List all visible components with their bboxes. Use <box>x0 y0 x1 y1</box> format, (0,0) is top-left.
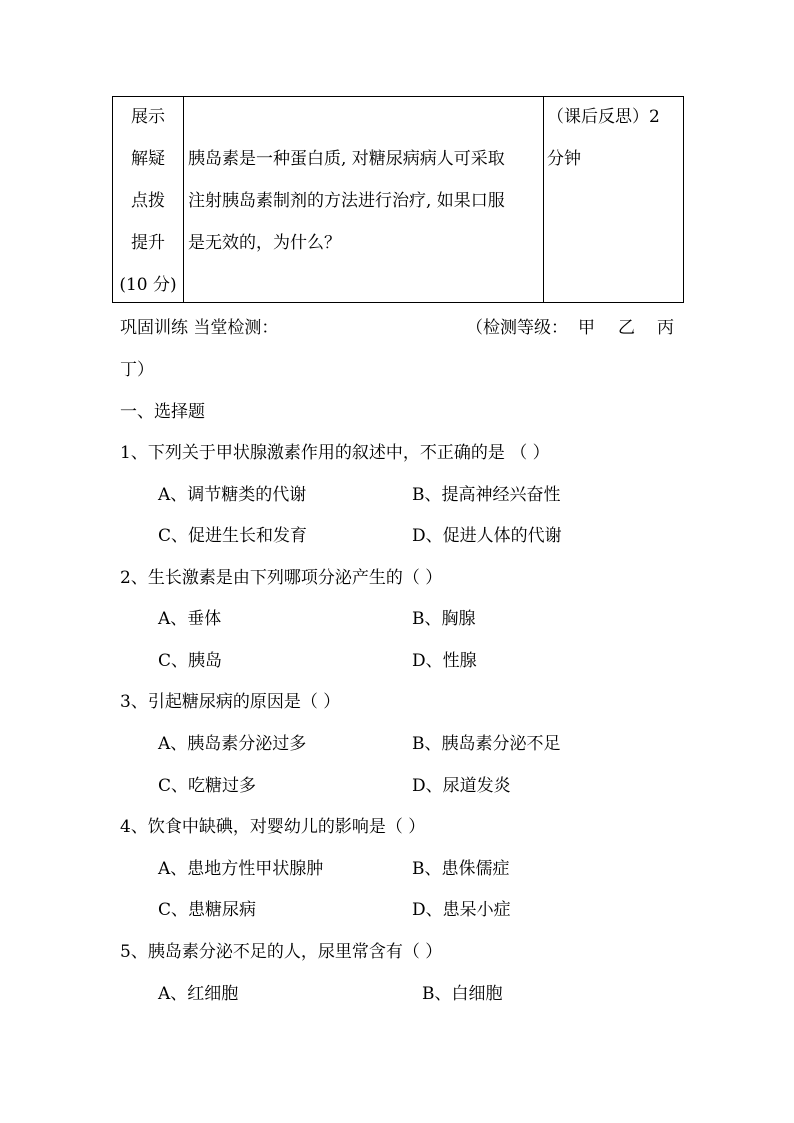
question-stem: 5、胰岛素分泌不足的人，尿里常含有（ ） <box>120 942 443 962</box>
question-option: B、胸腺 <box>412 609 476 629</box>
reflection-line: （课后反思）2 <box>547 107 660 127</box>
question-option: C、胰岛 <box>158 651 223 671</box>
question-option: D、促进人体的代谢 <box>412 526 562 546</box>
part-title: 一、选择题 <box>120 402 205 422</box>
lesson-table <box>112 96 684 303</box>
stage-line: 解疑 <box>131 149 165 169</box>
question-option: A、患地方性甲状腺肿 <box>158 859 324 879</box>
stage-line: 点拨 <box>131 191 165 211</box>
reflection-line: 分钟 <box>547 149 581 169</box>
table-content-cell <box>183 97 544 302</box>
grade-option: 乙 <box>618 318 635 338</box>
content-line: 注射胰岛素制剂的方法进行治疗, 如果口服 <box>188 191 505 211</box>
grade-label: （检测等级： <box>466 318 568 338</box>
grade-option: 甲 <box>578 318 595 338</box>
question-option: D、性腺 <box>412 651 477 671</box>
question-option: A、红细胞 <box>158 984 239 1004</box>
question-stem: 3、引起糖尿病的原因是（ ） <box>120 692 341 712</box>
question-option: A、调节糖类的代谢 <box>158 485 307 505</box>
question-option: B、胰岛素分泌不足 <box>412 734 561 754</box>
question-option: B、白细胞 <box>422 984 503 1004</box>
question-stem: 2、生长激素是由下列哪项分泌产生的（ ） <box>120 568 443 588</box>
question-stem: 4、饮食中缺碘，对婴幼儿的影响是（ ） <box>120 817 426 837</box>
section-heading: 巩固训练 当堂检测： <box>120 318 279 338</box>
question-option: C、患糖尿病 <box>158 900 257 920</box>
question-stem: 1、下列关于甲状腺激素作用的叙述中，不正确的是 （ ） <box>120 443 550 463</box>
stage-line: 展示 <box>131 107 165 127</box>
table-stage-cell <box>113 97 184 302</box>
question-option: D、尿道发炎 <box>412 776 511 796</box>
question-option: B、提高神经兴奋性 <box>412 485 561 505</box>
grade-tail: 丁） <box>120 360 154 380</box>
table-reflection-cell <box>543 97 683 302</box>
question-option: C、吃糖过多 <box>158 776 257 796</box>
question-option: C、促进生长和发育 <box>158 526 308 546</box>
stage-line: 提升 <box>131 233 165 253</box>
stage-line: (10 分) <box>119 275 177 295</box>
grade-option: 丙 <box>657 318 674 338</box>
question-option: B、患侏儒症 <box>412 859 510 879</box>
question-option: A、垂体 <box>158 609 222 629</box>
content-line: 是无效的，为什么？ <box>188 233 341 253</box>
question-option: D、患呆小症 <box>412 900 511 920</box>
question-option: A、胰岛素分泌过多 <box>158 734 307 754</box>
content-line: 胰岛素是一种蛋白质, 对糖尿病病人可采取 <box>188 149 505 169</box>
